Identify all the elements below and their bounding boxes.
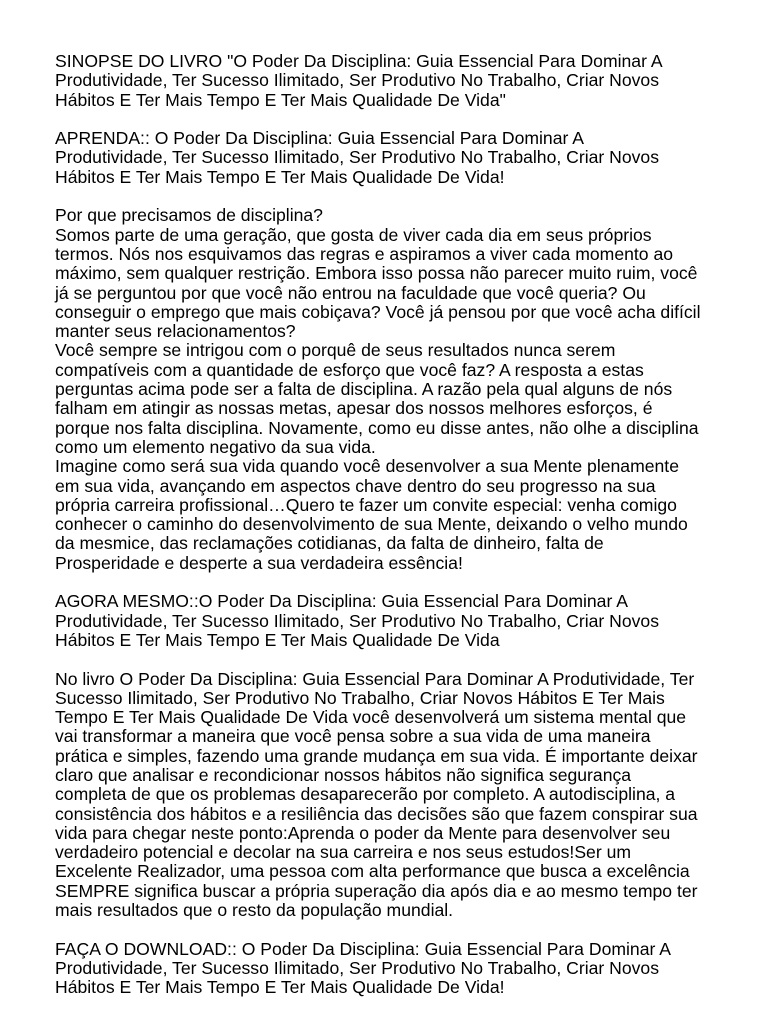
text-line: máximo, sem qualquer restrição. Embora isso possa não parecer muito ruim, você (55, 263, 698, 284)
text-line: SEMPRE significa buscar a própria superação dia após dia e ao mesmo tempo ter (55, 880, 698, 901)
text-line: própria carreira profissional…Quero te fazer um convite especial: venha comigo (55, 494, 677, 515)
text-line: Produtividade, Ter Sucesso Ilimitado, Ser Produtivo No Trabalho, Criar Novos (55, 610, 660, 631)
text-line: Produtividade, Ter Sucesso Ilimitado, Ser Produtivo No Trabalho, Criar Novos (55, 147, 660, 168)
document-page (55, 52, 735, 998)
paragraph-why-discipline (55, 206, 735, 573)
text-line: conhecer o caminho do desenvolvimento de sua Mente, deixando o velho mundo (55, 514, 688, 535)
text-line: da mesmice, das reclamações cotidianas, da falta de dinheiro, falta de (55, 533, 604, 554)
text-line: Hábitos E Ter Mais Tempo E Ter Mais Qualidade De Vida" (55, 89, 506, 110)
text-line: Hábitos E Ter Mais Tempo E Ter Mais Qualidade De Vida! (55, 166, 505, 187)
text-line: Prosperidade e desperte a sua verdadeira essência! (55, 552, 463, 573)
text-line: consistência dos hábitos e a resiliência das decisões são que fazem conspirar sua (55, 803, 698, 824)
text-line: compatíveis com a quantidade de esforço que você faz? A resposta a estas (55, 359, 644, 380)
text-line: Somos parte de uma geração, que gosta de viver cada dia em seus próprios (55, 224, 652, 245)
text-line: Produtividade, Ter Sucesso Ilimitado, Ser Produtivo No Trabalho, Criar Novos (55, 70, 660, 91)
text-line: Hábitos E Ter Mais Tempo E Ter Mais Qualidade De Vida! (55, 977, 505, 998)
paragraph-aprenda (55, 129, 735, 187)
text-line: vai transformar a maneira que você pensa sobre a sua vida de uma maneira (55, 726, 651, 747)
text-line: completa de que os problemas desaparecerão por completo. A autodisciplina, a (55, 784, 676, 805)
text-line: perguntas acima pode ser a falta de disciplina. A razão pela qual alguns de nós (55, 379, 673, 400)
paragraph-faca-download (55, 940, 735, 998)
paragraph-agora-mesmo (55, 592, 735, 650)
text-line: porque nos falta disciplina. Novamente, como eu disse antes, não olhe a disciplina (55, 417, 699, 438)
text-line: manter seus relacionamentos? (55, 321, 296, 342)
text-line: FAÇA O DOWNLOAD:: O Poder Da Disciplina: Guia Essencial Para Dominar A (55, 938, 671, 959)
text-line: conseguir o emprego que mais cobiçava? Você já pensou por que você acha difícil (55, 301, 701, 322)
text-line: verdadeiro potencial e decolar na sua carreira e nos seus estudos!Ser um (55, 842, 632, 863)
text-line: em sua vida, avançando em aspectos chave dentro do seu progresso na sua (55, 475, 656, 496)
text-line: mais resultados que o resto da população mundial. (55, 900, 454, 921)
text-line: claro que analisar e recondicionar nossos hábitos não significa segurança (55, 764, 632, 785)
paragraph-synopsis (55, 52, 735, 110)
text-line: vida para chegar neste ponto:Aprenda o poder da Mente para desenvolver seu (55, 822, 671, 843)
text-line: como um elemento negativo da sua vida. (55, 436, 376, 457)
text-line: já se perguntou por que você não entrou na faculdade que você queria? Ou (55, 282, 646, 303)
text-line: Excelente Realizador, uma pessoa com alta performance que busca a excelência (55, 861, 690, 882)
text-line: AGORA MESMO::O Poder Da Disciplina: Guia Essencial Para Dominar A (55, 591, 628, 612)
text-line: Hábitos E Ter Mais Tempo E Ter Mais Qualidade De Vida (55, 629, 500, 650)
text-line: Tempo E Ter Mais Qualidade De Vida você desenvolverá um sistema mental que (55, 707, 687, 728)
text-line: Você sempre se intrigou com o porquê de seus resultados nunca serem (55, 340, 616, 361)
text-line: No livro O Poder Da Disciplina: Guia Essencial Para Dominar A Produtividade, Ter (55, 668, 695, 689)
text-line: Sucesso Ilimitado, Ser Produtivo No Trabalho, Criar Novos Hábitos E Ter Mais (55, 687, 665, 708)
text-line: APRENDA:: O Poder Da Disciplina: Guia Essencial Para Dominar A (55, 128, 584, 149)
text-line: termos. Nós nos esquivamos das regras e aspiramos a viver cada momento ao (55, 243, 674, 264)
text-line: prática e simples, fazendo uma grande mudança em sua vida. É importante deixar (55, 745, 698, 766)
text-line: Produtividade, Ter Sucesso Ilimitado, Ser Produtivo No Trabalho, Criar Novos (55, 957, 660, 978)
text-line: falham em atingir as nossas metas, apesar dos nossos melhores esforços, é (55, 398, 653, 419)
text-line: Imagine como será sua vida quando você desenvolver a sua Mente plenamente (55, 456, 679, 477)
paragraph-no-livro (55, 670, 735, 921)
text-line: SINOPSE DO LIVRO "O Poder Da Disciplina: Guia Essencial Para Dominar A (55, 51, 663, 71)
text-line: Por que precisamos de disciplina? (55, 205, 323, 226)
